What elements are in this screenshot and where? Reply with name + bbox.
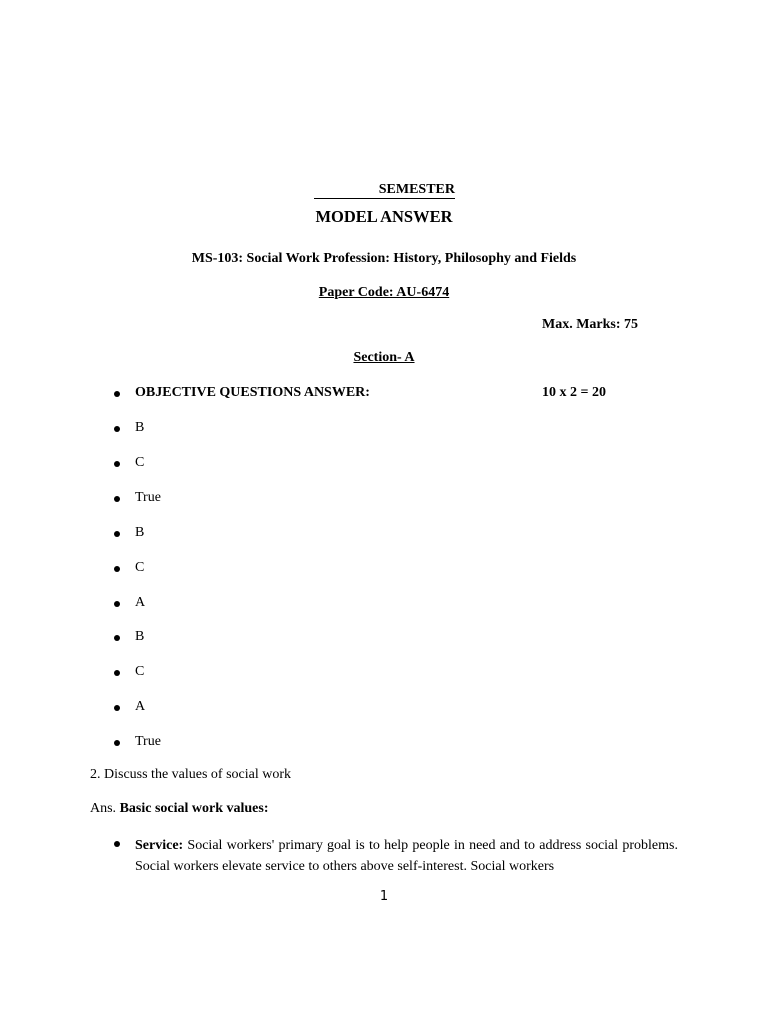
list-item: A: [135, 595, 146, 610]
list-item: B: [135, 420, 145, 435]
page-number: 1: [379, 889, 389, 904]
list-item: B: [135, 525, 145, 540]
bullet-icon: [114, 566, 120, 572]
paper-code-text: Paper Code: AU-6474: [318, 285, 450, 300]
paper-code: [0, 285, 768, 301]
question-2: 2. Discuss the values of social work: [90, 767, 292, 782]
bullet-icon: [114, 461, 120, 467]
bullet-icon: [114, 705, 120, 711]
list-item: C: [135, 455, 145, 470]
course-title: MS-103: Social Work Profession: History, Philosophy and Fields: [191, 251, 577, 266]
bullet-icon: [114, 426, 120, 432]
bullet-icon: [114, 841, 120, 847]
service-paragraph: [135, 835, 678, 877]
bullet-icon: [114, 635, 120, 641]
answer-prefix: Ans.: [90, 801, 120, 816]
answer-heading: [90, 801, 269, 817]
service-term: Service:: [135, 838, 184, 853]
objective-marks: 10 x 2 = 20: [542, 385, 606, 400]
bullet-icon: [114, 531, 120, 537]
bullet-icon: [114, 601, 120, 607]
bullet-icon: [114, 391, 120, 397]
list-item: B: [135, 629, 145, 644]
semester-heading: SEMESTER: [314, 182, 455, 199]
answer-title: Basic social work values:: [119, 801, 269, 816]
list-item: A: [135, 699, 146, 714]
bullet-icon: [114, 670, 120, 676]
max-marks: Max. Marks: 75: [542, 317, 639, 332]
list-item: True: [135, 490, 161, 505]
service-text: Social workers' primary goal is to help people in need and to address social problems. Social workers elevate service to others above self-interest. Social workers: [135, 838, 678, 874]
list-item: True: [135, 734, 161, 749]
objective-label: OBJECTIVE QUESTIONS ANSWER:: [135, 385, 370, 400]
bullet-icon: [114, 496, 120, 502]
section-heading-text: Section- A: [353, 350, 415, 365]
bullet-icon: [114, 740, 120, 746]
list-item: C: [135, 664, 145, 679]
list-item: C: [135, 560, 145, 575]
section-heading: [0, 350, 768, 366]
document-title: MODEL ANSWER: [315, 207, 453, 226]
